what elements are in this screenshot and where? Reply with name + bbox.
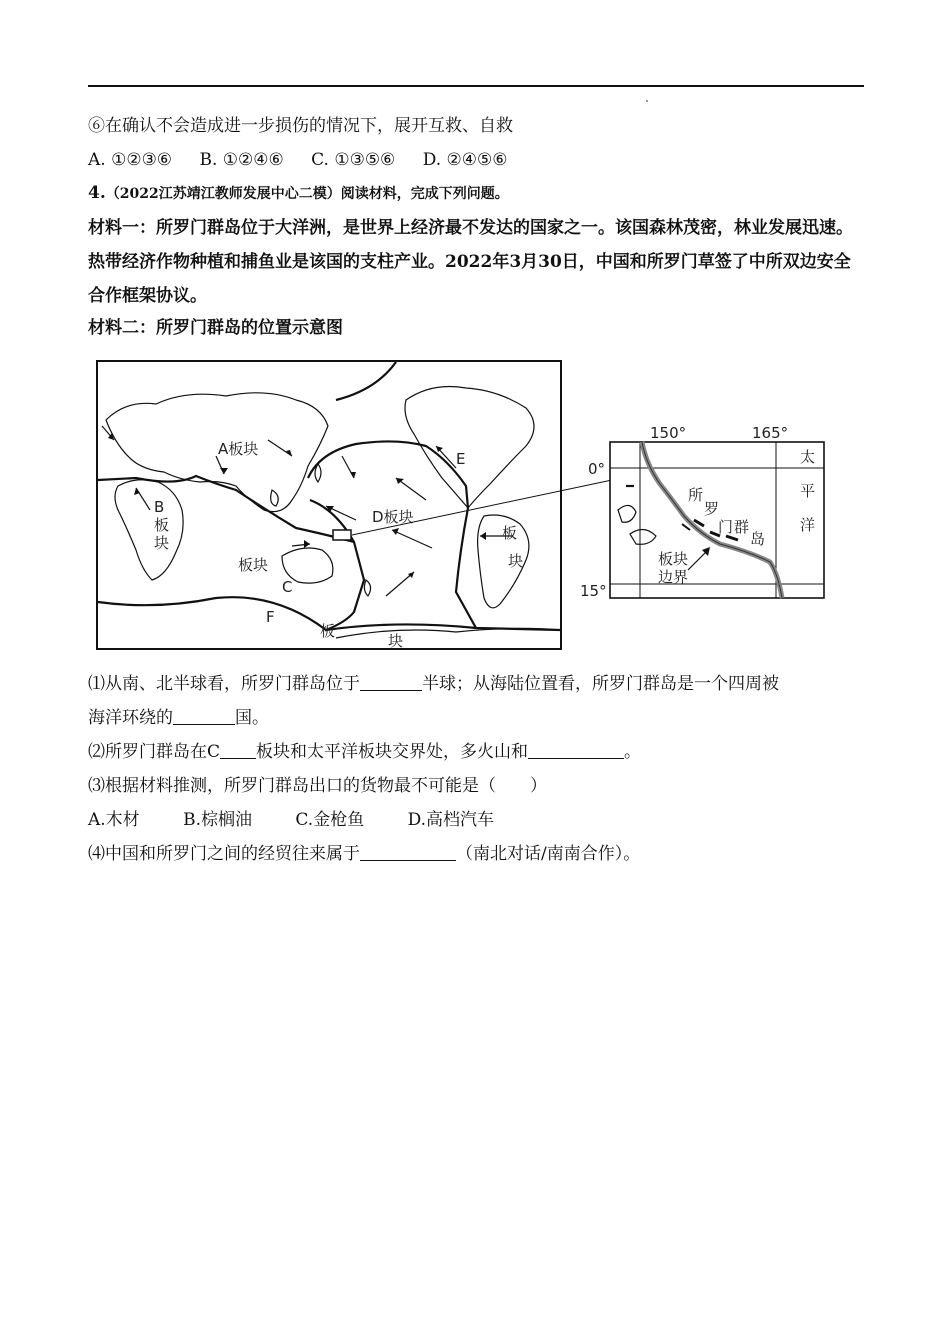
answer-blank-trade-relation[interactable] <box>360 844 456 861</box>
plate-label-c: C <box>282 578 293 596</box>
plate-label-f: F <box>266 608 275 626</box>
inset-island-char-5: 岛 <box>750 530 766 548</box>
inset-island-char-4: 群 <box>734 518 750 536</box>
prev-option-d: D. ②④⑤⑥ <box>422 150 508 170</box>
inset-lat-0: 0° <box>588 460 606 478</box>
scan-dot <box>646 100 648 102</box>
solomon-inset-map <box>570 424 830 604</box>
plate-label-b: B <box>154 498 165 516</box>
inset-boundary-label-1: 板块 <box>658 550 689 568</box>
inset-lon-165: 165° <box>752 424 789 442</box>
inset-island-char-1: 所 <box>688 486 704 504</box>
plate-label-b-ban: 板 <box>154 516 170 534</box>
question-4-number: 4. <box>88 183 106 203</box>
inset-island-char-2: 罗 <box>704 500 720 518</box>
prev-options-row <box>88 148 530 172</box>
inset-lat-15: 15° <box>580 582 607 600</box>
plate-label-c-bankuai: 板块 <box>238 556 269 574</box>
inset-island-char-3: 门 <box>718 518 734 536</box>
question-4-4: ⑷中国和所罗门之间的经贸往来属于 （南北对话/南南合作）。 <box>88 844 641 864</box>
q3-option-d: D.高档汽车 <box>407 810 495 830</box>
plate-label-b-kuai: 块 <box>154 534 170 552</box>
plate-label-d: D板块 <box>372 508 414 526</box>
plate-label-a: A板块 <box>218 440 259 458</box>
plate-label-e: E <box>456 450 466 468</box>
answer-blank-plate[interactable] <box>220 742 256 759</box>
material-two: 材料二：所罗门群岛的位置示意图 <box>88 318 343 338</box>
header-rule <box>88 85 864 87</box>
plate-label-e-ban: 板 <box>502 524 518 542</box>
inset-ocean-char-3: 洋 <box>800 516 816 534</box>
answer-blank-hemisphere[interactable] <box>360 674 422 691</box>
answer-blank-country-type[interactable] <box>173 708 235 725</box>
prev-option-c: C. ①③⑤⑥ <box>311 150 396 170</box>
question-4-1-line-1: ⑴从南、北半球看，所罗门群岛位于 半球；从海陆位置看，所罗门群岛是一个四周被 <box>88 674 779 694</box>
question-4-1-line-2: 海洋环绕的 国。 <box>88 708 269 728</box>
question-4-3-options <box>88 808 516 832</box>
q3-option-c: C.金枪鱼 <box>295 810 365 830</box>
inset-ocean-char-2: 平 <box>800 482 816 500</box>
inset-ocean-char-1: 太 <box>800 448 816 466</box>
question-4-2: ⑵所罗门群岛在C 板块和太平洋板块交界处，多火山和 。 <box>88 742 642 762</box>
inset-lon-150: 150° <box>650 424 687 442</box>
material-one: 材料一：所罗门群岛位于大洋洲，是世界上经济最不发达的国家之一。该国森林茂密，林业发展迅速。热带经济作物种植和捕鱼业是该国的支柱产业。2022年3月30日，中国和所罗门草签了中所双边安全合作框架协议。 <box>88 218 853 306</box>
question-4-header <box>88 181 509 206</box>
q3-option-a: A.木材 <box>88 810 140 830</box>
prev-option-b: B. ①②④⑥ <box>199 150 284 170</box>
question-4-3: ⑶根据材料推测，所罗门群岛出口的货物最不可能是（ ） <box>88 776 547 796</box>
plate-label-e-kuai: 块 <box>508 552 524 570</box>
inset-boundary-label-2: 边界 <box>658 568 689 586</box>
plate-label-f-ban: 板 <box>320 622 336 640</box>
answer-blank-earthquakes[interactable] <box>528 742 624 759</box>
prev-option-a: A. ①②③⑥ <box>88 150 173 170</box>
question-4-source: （2022江苏靖江教师发展中心二模）阅读材料，完成下列问题。 <box>105 186 509 202</box>
prev-option-6: ⑥在确认不会造成进一步损伤的情况下，展开互救、自救 <box>88 116 513 136</box>
plate-label-f-kuai: 块 <box>388 632 404 650</box>
q3-option-b: B.棕榈油 <box>183 810 252 830</box>
